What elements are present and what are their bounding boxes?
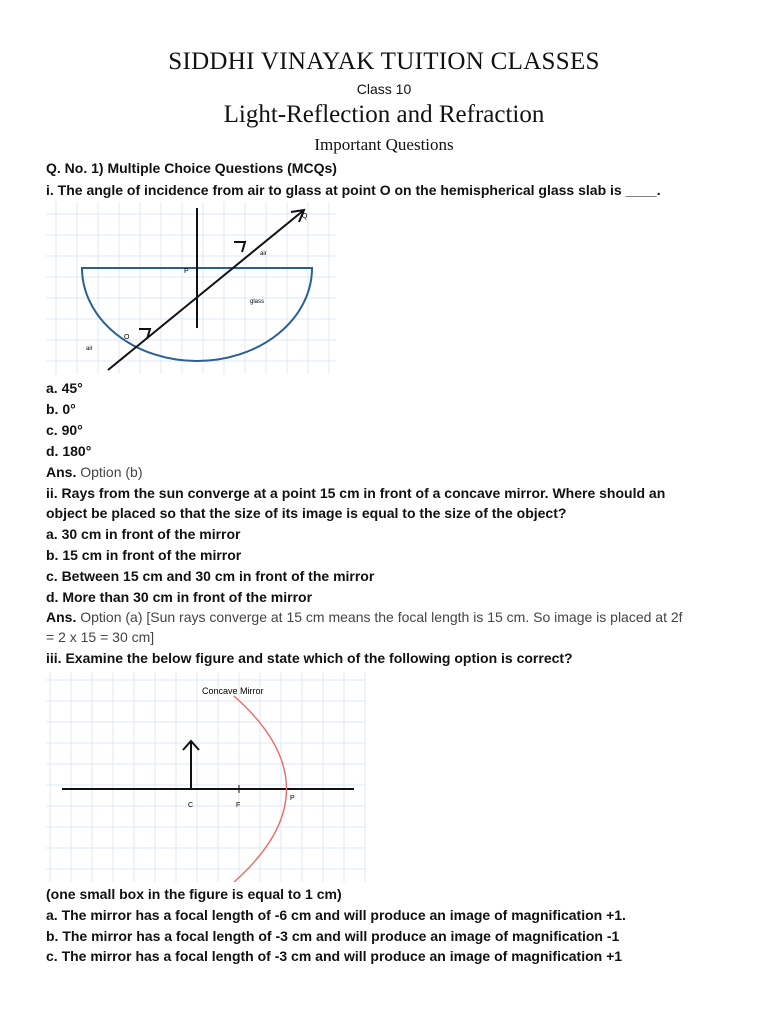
- class-label: Class 10: [356, 81, 412, 97]
- label-q: Q: [302, 213, 308, 220]
- q2-option-c: c. Between 15 cm and 30 cm in front of the mirror: [46, 568, 375, 584]
- label-p: P: [290, 795, 295, 802]
- label-f: F: [236, 802, 241, 809]
- label-glass: glass: [250, 299, 265, 305]
- q1-option-b: b. 0°: [46, 401, 76, 417]
- mirror-title: Concave Mirror: [202, 686, 264, 696]
- q2-answer-label: Ans.: [46, 609, 77, 625]
- q2-answer-text-line1: Option (a) [Sun rays converge at 15 cm means the focal length is 15 cm. So image is placed at 2f: [80, 609, 683, 625]
- q3-option-c: c. The mirror has a focal length of -3 cm and will produce an image of magnification +1: [46, 948, 623, 964]
- q3-question: iii. Examine the below figure and state which of the following option is correct?: [46, 650, 573, 666]
- ray-arrow-top: [234, 242, 245, 252]
- label-c: C: [188, 802, 194, 809]
- school-name: SIDDHI VINAYAK TUITION CLASSES: [168, 48, 600, 75]
- document-subtitle: Important Questions: [314, 135, 454, 154]
- label-air-bottom: air: [86, 346, 93, 352]
- q1-answer-text: Option (b): [80, 464, 143, 480]
- q2-option-b: b. 15 cm in front of the mirror: [46, 547, 242, 563]
- ray-arrow-bottom: [139, 329, 150, 339]
- chapter-title: Light-Reflection and Refraction: [223, 101, 545, 128]
- label-p: P: [184, 268, 189, 275]
- q1-option-c: c. 90°: [46, 422, 83, 438]
- q1-option-a: a. 45°: [46, 380, 83, 396]
- q3-option-b: b. The mirror has a focal length of -3 cm and will produce an image of magnification -1: [46, 928, 620, 944]
- q2-option-d: d. More than 30 cm in front of the mirror: [46, 589, 313, 605]
- label-air-top: air: [260, 251, 267, 257]
- q2-answer-text-line2: = 2 x 15 = 30 cm]: [46, 629, 155, 645]
- q3-note: (one small box in the figure is equal to 1 cm): [46, 886, 342, 902]
- q1-option-d: d. 180°: [46, 443, 92, 459]
- q2-question-line1: ii. Rays from the sun converge at a point 15 cm in front of a concave mirror. Where should an: [46, 485, 666, 501]
- q1-question: i. The angle of incidence from air to glass at point O on the hemispherical glass slab is ____.: [46, 182, 661, 198]
- q2-question-line2: object be placed so that the size of its image is equal to the size of the object?: [46, 505, 567, 521]
- q3-figure: [46, 672, 366, 882]
- q1-answer-label: Ans.: [46, 464, 77, 480]
- q3-option-a: a. The mirror has a focal length of -6 cm and will produce an image of magnification +1.: [46, 907, 626, 923]
- light-ray: [108, 210, 304, 370]
- section-heading: Q. No. 1) Multiple Choice Questions (MCQs): [46, 160, 337, 176]
- q2-option-a: a. 30 cm in front of the mirror: [46, 526, 241, 542]
- q1-answer: [46, 462, 746, 482]
- q2-answer: [46, 607, 746, 627]
- q1-figure: [46, 202, 336, 374]
- q3-figure-grid: [46, 672, 366, 882]
- label-o: O: [124, 334, 130, 341]
